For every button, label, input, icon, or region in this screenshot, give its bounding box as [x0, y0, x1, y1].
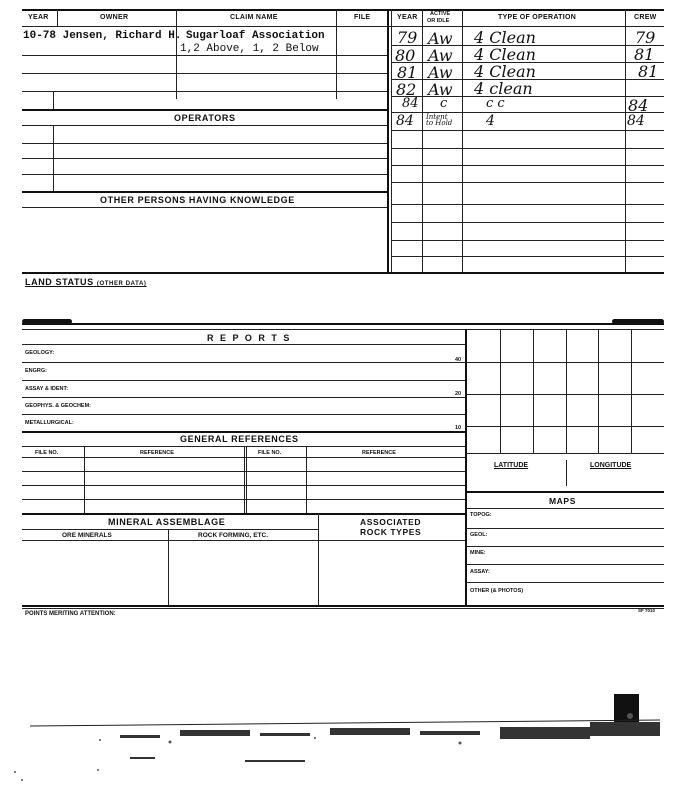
row-operation: 4 Clean — [474, 45, 536, 64]
ref-reference-1: REFERENCE — [140, 450, 174, 456]
longitude-label: LONGITUDE — [590, 462, 632, 469]
row-operation: c c — [486, 96, 505, 111]
ref-file-no-1: FILE NO. — [35, 450, 59, 456]
row-year: 82 — [396, 80, 417, 99]
col-active: ACTIVE — [430, 11, 451, 17]
entry-claim-name: Sugarloaf Association — [186, 30, 325, 42]
report-num: 10 — [455, 425, 462, 431]
col-or-idle: OR IDLE — [427, 18, 450, 24]
row-status: Aw — [428, 29, 453, 48]
col-claim-name: CLAIM NAME — [230, 14, 278, 21]
other-persons-heading: OTHER PERSONS HAVING KNOWLEDGE — [100, 195, 295, 205]
entry-date-owner: 10-78 Jensen, Richard H. — [23, 30, 182, 42]
row-year: 81 — [397, 63, 418, 82]
row-year: 79 — [397, 28, 418, 47]
row-year: 80 — [395, 46, 416, 65]
row-operation: 4 Clean — [474, 62, 536, 81]
rock-types-heading: ROCK TYPES — [360, 527, 422, 537]
row-operation: 4 clean — [474, 79, 533, 98]
reports-heading: R E P O R T S — [207, 333, 292, 343]
form-number: SF 7010 — [638, 608, 656, 613]
row-status: c — [440, 96, 448, 111]
row-status: Aw — [428, 63, 453, 82]
row-status: Aw — [428, 80, 453, 99]
mineral-assemblage-heading: MINERAL ASSEMBLAGE — [108, 517, 226, 527]
ref-file-no-2: FILE NO. — [258, 450, 282, 456]
entry-claim-detail: 1,2 Above, 1, 2 Below — [180, 43, 319, 55]
row-crew: 81 — [638, 62, 659, 81]
col-year-2: YEAR — [397, 14, 418, 21]
col-crew: CREW — [634, 14, 657, 21]
row-crew: 84 — [628, 96, 649, 115]
map-row-geol: GEOL: — [470, 532, 488, 538]
report-label: GEOPHYS. & GEOCHEM: — [25, 403, 92, 409]
row-operation: 4 — [486, 113, 495, 129]
report-label: ENGRG: — [25, 368, 47, 374]
map-row-mine: MINE: — [470, 550, 486, 556]
report-label: METALLURGICAL: — [25, 420, 74, 426]
maps-heading: MAPS — [549, 496, 576, 506]
col-year: YEAR — [28, 14, 49, 21]
row-operation: 4 Clean — [474, 28, 536, 47]
general-references-heading: GENERAL REFERENCES — [180, 434, 299, 444]
row-status: Aw — [428, 46, 453, 65]
latitude-label: LATITUDE — [494, 462, 529, 469]
report-num: 20 — [455, 391, 462, 397]
land-status-sub: (OTHER DATA) — [96, 281, 147, 287]
land-status-heading — [25, 277, 147, 287]
map-row-other: OTHER (& PHOTOS) — [470, 588, 524, 594]
row-crew: 84 — [627, 113, 645, 129]
operators-heading: OPERATORS — [174, 113, 236, 123]
map-row-assay: ASSAY: — [470, 569, 490, 575]
map-row-topog: TOPOG: — [470, 512, 492, 518]
ore-minerals-heading: ORE MINERALS — [62, 532, 112, 539]
report-num: 40 — [455, 357, 462, 363]
row-year: 84 — [402, 96, 419, 111]
col-type-of-operation: TYPE OF OPERATION — [498, 14, 577, 21]
rock-forming-heading: ROCK FORMING, ETC. — [198, 532, 269, 539]
col-owner: OWNER — [100, 14, 129, 21]
row-crew: 79 — [635, 28, 656, 47]
report-label: GEOLOGY: — [25, 350, 55, 356]
scan-artifact-band — [0, 680, 678, 810]
col-file: FILE — [354, 14, 371, 21]
row-crew: 81 — [634, 45, 655, 64]
report-label: ASSAY & IDENT: — [25, 386, 69, 392]
associated-rock-heading: ASSOCIATED — [360, 517, 422, 527]
ref-reference-2: REFERENCE — [362, 450, 396, 456]
row-status: Intent to Hold — [426, 113, 453, 127]
row-year: 84 — [396, 113, 414, 129]
land-status-label: LAND STATUS — [25, 277, 94, 287]
points-meriting-attention: POINTS MERITING ATTENTION: — [25, 611, 116, 617]
